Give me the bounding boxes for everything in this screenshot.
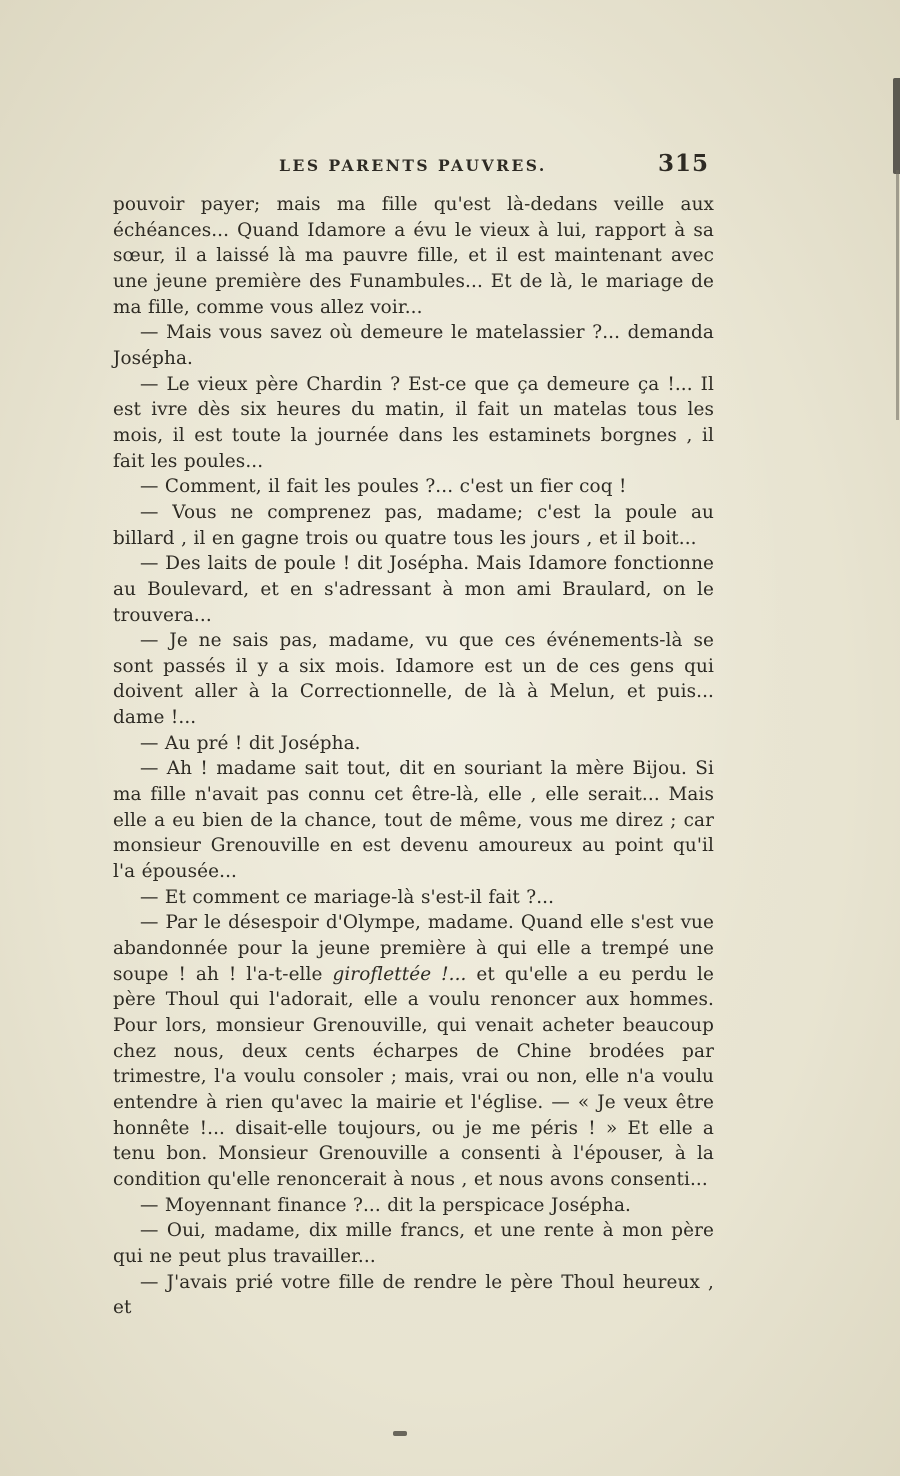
body-text bbox=[113, 192, 714, 1321]
paragraph bbox=[113, 1193, 714, 1219]
paragraph bbox=[113, 500, 714, 551]
paragraph bbox=[113, 756, 714, 884]
text-segment: — Je ne sais pas, madame, vu que ces événements-là se sont passés il y a six mois. Idamore est un de ces gens qui doivent aller à la Correctionnelle, de là à Melun, et puis... dame !... bbox=[113, 630, 714, 729]
paragraph bbox=[113, 731, 714, 757]
text-segment: — Et comment ce mariage-là s'est-il fait ?... bbox=[140, 886, 555, 908]
text-segment: — J'avais prié votre fille de rendre le père Thoul heureux , et bbox=[113, 1271, 714, 1319]
paragraph bbox=[113, 628, 714, 731]
paragraph bbox=[113, 320, 714, 371]
text-segment: — Par le désespoir d'Olympe, madame. Quand elle s'est vue abandonnée pour la jeune première à qui elle a trempé une soupe ! ah ! l'a-t-elle bbox=[113, 912, 714, 985]
text-segment: — Au pré ! dit Josépha. bbox=[140, 732, 361, 754]
text-segment: — Le vieux père Chardin ? Est-ce que ça demeure ça !... Il est ivre dès six heures du matin, il fait un matelas tous les mois, il est toute la journée dans les estaminets borgnes , il fait les poules... bbox=[113, 373, 714, 472]
paragraph bbox=[113, 474, 714, 500]
scan-speck-artifact bbox=[393, 1431, 407, 1436]
text-segment: — Ah ! madame sait tout, dit en souriant la mère Bijou. Si ma fille n'avait pas connu cet être-là, elle , elle serait... Mais elle a eu bien de la chance, tout de même, vous me direz ; car monsieur Grenouville en est devenu amoureux au point qu'il l'a épousée... bbox=[113, 758, 714, 883]
scan-edge-artifact bbox=[893, 78, 900, 174]
text-segment: — Mais vous savez où demeure le matelassier ?... demanda Josépha. bbox=[113, 322, 714, 369]
text-segment: et qu'elle a eu perdu le père Thoul qui l'adorait, elle a voulu renoncer aux hommes. Pour lors, monsieur Grenouville, qui venait acheter beaucoup chez nous, deux cents écharpes de Chine brodées par trimestre, l'a voulu consoler ; mais, vrai ou non, elle n'a voulu entendre à rien qu'avec la mairie et l'église. — « Je veux être honnête !... disait-elle toujours, ou je me péris ! » Et elle a tenu bon. Monsieur Grenouville a consenti à l'épouser, à la condition qu'elle renoncerait à nous , et nous avons consenti... bbox=[113, 963, 715, 1190]
text-segment: — Des laits de poule ! dit Josépha. Mais Idamore fonctionne au Boulevard, et en s'adressant à mon ami Braulard, on le trouvera... bbox=[113, 553, 714, 626]
paragraph bbox=[113, 910, 714, 1192]
paragraph bbox=[113, 372, 714, 475]
text-segment: — Vous ne comprenez pas, madame; c'est la poule au billard , il en gagne trois ou quatre tous les jours , et il boit... bbox=[113, 501, 714, 549]
text-segment: — Oui, madame, dix mille francs, et une rente à mon père qui ne peut plus travailler... bbox=[113, 1220, 714, 1267]
paragraph bbox=[113, 551, 714, 628]
italic-text: giroflettée !... bbox=[332, 963, 467, 985]
scan-edge-artifact bbox=[896, 170, 899, 420]
text-segment: — Moyennant finance ?... dit la perspicace Josépha. bbox=[140, 1194, 631, 1216]
text-segment: — Comment, il fait les poules ?... c'est un fier coq ! bbox=[140, 476, 627, 498]
page-header bbox=[113, 150, 713, 182]
paragraph bbox=[113, 1270, 714, 1321]
running-title: LES PARENTS PAUVRES. bbox=[279, 156, 547, 175]
paragraph bbox=[113, 1218, 714, 1269]
paragraph bbox=[113, 192, 714, 320]
text-segment: pouvoir payer; mais ma fille qu'est là-dedans veille aux échéances... Quand Idamore a évu le vieux à lui, rapport à sa sœur, il a laissé là ma pauvre fille, et il est maintenant avec une jeune première des Funambules... Et de là, le mariage de ma fille, comme vous allez voir... bbox=[113, 194, 714, 318]
page-number: 315 bbox=[657, 150, 709, 177]
paragraph bbox=[113, 885, 714, 911]
